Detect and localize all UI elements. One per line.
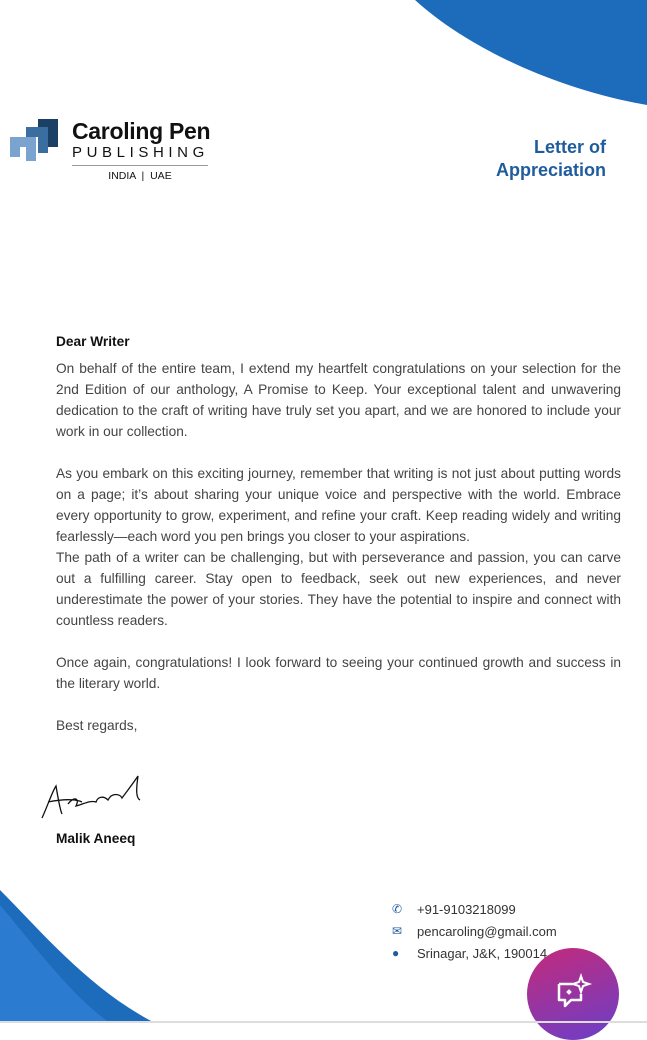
signature-image <box>38 770 148 825</box>
title-line-1: Letter of <box>534 137 606 157</box>
brand-name: Caroling Pen <box>72 118 211 144</box>
brand-locations: INDIA | UAE <box>108 170 172 182</box>
paragraph: On behalf of the entire team, I extend my heartfelt congratulations on your selection for the 2nd Edition of our anthology, A Promise to Keep. Your exceptional talent and unwavering dedication to the craft of writing have truly set you apart, and we are honored to include your work in our collection. <box>56 361 621 439</box>
location-pin-icon: ● <box>392 946 400 960</box>
logo-icon <box>8 117 64 167</box>
letter-title <box>496 136 606 182</box>
sparkle-chat-icon <box>553 972 593 1012</box>
phone-icon: ✆ <box>392 902 403 916</box>
brand-logo <box>72 118 210 182</box>
email: pencaroling@gmail.com <box>417 923 557 939</box>
closing: Best regards, <box>56 718 138 733</box>
greeting: Dear Writer <box>56 334 130 349</box>
phone: +91-9103218099 <box>417 901 516 917</box>
ai-chat-button[interactable] <box>527 948 619 1040</box>
brand-sub: PUBLISHING <box>72 144 208 166</box>
paragraph: Once again, congratulations! I look forward to seeing your continued growth and success in the literary world. <box>56 655 621 691</box>
letter-body <box>56 331 621 736</box>
paragraph: The path of a writer can be challenging, but with perseverance and passion, you can carve out a fulfilling career. Stay open to feedback, seek out new experiences, and never underestimate the power of your stories. They have the potential to inspire and connect with countless readers. <box>56 550 621 628</box>
mail-icon: ✉ <box>392 924 403 938</box>
title-line-2: Appreciation <box>495 160 606 180</box>
paragraph: As you embark on this exciting journey, remember that writing is not just about putting words on a page; it’s about sharing your unique voice and perspective with the world. Embrace every opportunity to grow, experiment, and refine your craft. Keep reading widely and writing fearlessly—each word you pen brings you closer to your aspirations. <box>56 466 621 544</box>
signer-name: Malik Aneeq <box>56 831 136 846</box>
address: Srinagar, J&K, 190014 <box>417 945 548 961</box>
contact-info <box>392 898 557 964</box>
